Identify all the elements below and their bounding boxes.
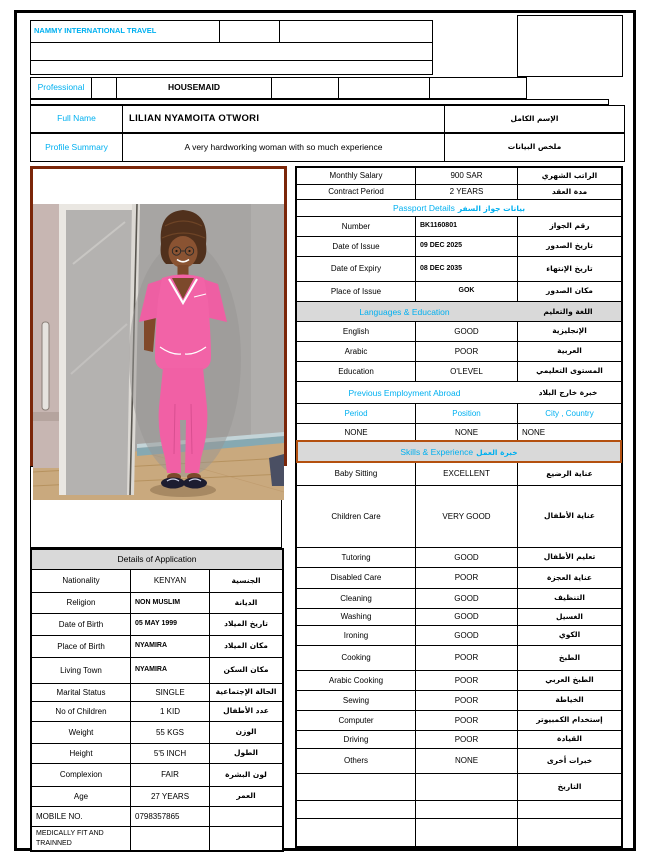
table-row [31, 21, 432, 42]
table-row [32, 763, 282, 786]
row-value: 09 DEC 2025 [415, 237, 517, 256]
table-row [297, 690, 621, 710]
section-header-label: Skills & Experience [400, 447, 474, 457]
row-label [297, 774, 415, 800]
table-row [297, 341, 621, 361]
row-arabic [517, 801, 621, 818]
table-row [297, 567, 621, 588]
row-label [297, 801, 415, 818]
table-row [297, 423, 621, 441]
row-label: Cooking [341, 653, 371, 663]
row-label: Arabic Cooking [328, 675, 384, 685]
row-label: Place of Issue [330, 286, 382, 296]
row-label: English [342, 326, 370, 336]
table-row [32, 635, 282, 657]
row-label: Contract Period [328, 187, 384, 197]
row-label: Washing [340, 612, 372, 622]
table-row [32, 657, 282, 683]
profile-summary-row [30, 133, 625, 162]
table-row [297, 321, 621, 341]
row-value: GOOD [415, 626, 517, 645]
table-row [297, 773, 621, 800]
row-value: GOOD [415, 609, 517, 625]
row-value: POOR [415, 646, 517, 670]
section-header-label: Languages & Education [359, 306, 450, 317]
row-value: NYAMIRA [130, 636, 209, 657]
row-arabic: التنظيف [517, 589, 621, 608]
table-row [297, 670, 621, 690]
row-value: 2 YEARS [415, 185, 517, 199]
empty-cell [219, 21, 279, 42]
row-label: MOBILE NO. [36, 811, 83, 821]
row-label: Ironing [343, 630, 369, 640]
row-label: Age [73, 791, 89, 801]
table-row [32, 613, 282, 635]
row-arabic: العمر [209, 787, 282, 806]
row-arabic: الطبخ العربي [517, 671, 621, 690]
row-label: Living Town [60, 665, 102, 675]
table-row [32, 826, 282, 850]
row-arabic: الإنجليزية [517, 322, 621, 341]
full-name-label: Full Name [57, 113, 96, 124]
left-table [30, 548, 284, 852]
applicant-photo [33, 204, 284, 500]
table-row [297, 168, 621, 184]
table-row [297, 547, 621, 567]
row-value: GOOD [415, 322, 517, 341]
row-label: Date of Expiry [330, 264, 382, 274]
empty-cell [31, 61, 432, 74]
row-arabic: تعليم الأطفال [517, 548, 621, 567]
table-row [32, 683, 282, 701]
row-value: 05 MAY 1999 [130, 614, 209, 635]
row-value: POOR [415, 731, 517, 748]
row-value: 27 YEARS [130, 787, 209, 806]
row-value: FAIR [130, 764, 209, 786]
row-arabic: لون البشرة [209, 764, 282, 786]
row-label: Date of Birth [58, 619, 104, 629]
row-value: NYAMIRA [130, 658, 209, 683]
row-arabic: الطبخ [517, 646, 621, 670]
table-row [32, 786, 282, 806]
agency-name: NAMMY INTERNATIONAL TRAVEL [34, 26, 157, 36]
row-arabic: مكان السكن [209, 658, 282, 683]
section-header-arabic: بيانات جواز السفر [457, 203, 526, 213]
row-arabic: الديانة [209, 593, 282, 613]
row-arabic: العربية [517, 342, 621, 361]
row-label: Cleaning [340, 593, 372, 603]
table-row [297, 800, 621, 818]
row-label: Children Care [331, 511, 381, 521]
column-cell: NONE [415, 424, 517, 441]
column-cell: Position [415, 404, 517, 423]
agency-header-table [30, 20, 433, 75]
row-label: MEDICALLY FIT AND TRAINNED [36, 830, 104, 847]
table-row [32, 592, 282, 613]
row-value: 900 SAR [415, 168, 517, 184]
table-row [297, 361, 621, 381]
table-row [31, 60, 432, 74]
table-row [32, 743, 282, 763]
empty-cell [279, 21, 432, 42]
empty-cell [271, 78, 338, 98]
profile-summary-label: Profile Summary [45, 141, 108, 152]
row-label: Arabic [344, 346, 368, 356]
row-label: Others [343, 756, 368, 766]
professional-row [30, 77, 527, 99]
row-arabic: مكان الميلاد [209, 636, 282, 657]
row-label: Height [69, 748, 93, 758]
section-header-arabic: اللغة والتعليم [543, 307, 593, 316]
row-value [415, 774, 517, 800]
table-row [297, 199, 621, 216]
row-label: No of Children [55, 706, 107, 716]
section-header-arabic: خبرة العمل [476, 447, 518, 457]
row-arabic: عدد الأطفال [209, 702, 282, 721]
row-label: Place of Birth [57, 641, 105, 651]
row-value: GOK [415, 282, 517, 301]
column-cell: City , Country [517, 404, 621, 423]
table-row [297, 710, 621, 730]
table-row [31, 42, 432, 60]
row-arabic: تاريخ الإنتهاء [517, 257, 621, 281]
section-header-arabic: خبرة خارج البلاد [538, 388, 598, 397]
row-arabic: تاريخ الصدور [517, 237, 621, 256]
row-value: O'LEVEL [415, 362, 517, 381]
row-label: Date of Issue [332, 241, 380, 251]
row-value: GOOD [415, 548, 517, 567]
table-row [32, 721, 282, 743]
row-label: Baby Sitting [334, 469, 378, 479]
empty-cell [338, 78, 429, 98]
table-row [297, 281, 621, 301]
row-arabic: التاريخ [517, 774, 621, 800]
row-arabic: رقم الجواز [517, 217, 621, 236]
row-value: 0798357865 [130, 807, 209, 826]
row-arabic: عناية العجزة [517, 568, 621, 588]
row-label: Weight [68, 727, 94, 737]
row-arabic: الكوي [517, 626, 621, 645]
row-value: POOR [415, 691, 517, 710]
row-label: Number [341, 221, 371, 231]
row-value: POOR [415, 568, 517, 588]
row-label [297, 819, 415, 846]
table-row [297, 403, 621, 423]
row-arabic: الوزن [209, 722, 282, 743]
row-value: NON MUSLIM [130, 593, 209, 613]
row-value: EXCELLENT [415, 463, 517, 485]
row-arabic [517, 819, 621, 846]
table-row [297, 184, 621, 199]
row-label: Sewing [342, 695, 370, 705]
column-cell: Period [344, 408, 368, 418]
table-row [297, 588, 621, 608]
table-row [297, 236, 621, 256]
row-arabic: مكان الصدور [517, 282, 621, 301]
row-label: Education [338, 366, 374, 376]
row-arabic: الطول [209, 744, 282, 763]
left-table-title: Details of Application [32, 550, 282, 569]
empty-cell [91, 78, 116, 98]
row-arabic: إستخدام الكمبيوتر [517, 711, 621, 730]
row-label: Marital Status [56, 687, 106, 697]
profile-summary-value: A very hardworking woman with so much experience [122, 134, 444, 161]
row-value: 08 DEC 2035 [415, 257, 517, 281]
table-row [32, 569, 282, 592]
row-arabic: تاريخ الميلاد [209, 614, 282, 635]
row-arabic: مدة العقد [517, 185, 621, 199]
table-row [297, 485, 621, 547]
table-row [297, 645, 621, 670]
row-value: POOR [415, 342, 517, 361]
row-value: POOR [415, 671, 517, 690]
row-value: NONE [415, 749, 517, 773]
professional-label: Professional [37, 82, 85, 93]
professional-value: HOUSEMAID [116, 78, 271, 98]
row-arabic: الجنسية [209, 570, 282, 592]
row-value: 55 KGS [130, 722, 209, 743]
column-cell: NONE [517, 424, 621, 441]
empty-cell [429, 78, 526, 98]
row-value [415, 801, 517, 818]
table-row [297, 301, 621, 321]
row-arabic: الراتب الشهري [517, 168, 621, 184]
row-arabic: الغسيل [517, 609, 621, 625]
row-value: BK1160801 [415, 217, 517, 236]
column-cell: NONE [344, 427, 368, 437]
row-arabic: الحالة الإجتماعية [209, 684, 282, 701]
row-arabic: خبرات أخرى [517, 749, 621, 773]
full-name-value: LILIAN NYAMOITA OTWORI [122, 106, 444, 132]
row-value: VERY GOOD [415, 486, 517, 547]
row-value: POOR [415, 711, 517, 730]
table-row [32, 701, 282, 721]
row-value: 5'5 INCH [130, 744, 209, 763]
row-arabic: القيادة [517, 731, 621, 748]
table-row [32, 550, 282, 569]
profile-summary-arabic: ملخص البيانات [444, 134, 624, 161]
row-arabic: عناية الرضيع [517, 463, 621, 485]
table-row [297, 730, 621, 748]
table-row [297, 608, 621, 625]
row-arabic: الخياطة [517, 691, 621, 710]
row-label: Disabled Care [330, 573, 382, 583]
row-value: SINGLE [130, 684, 209, 701]
row-arabic [209, 807, 282, 826]
row-label: Complexion [59, 770, 103, 780]
table-row [297, 216, 621, 236]
row-value: 1 KID [130, 702, 209, 721]
full-name-arabic: الإسم الكامل [444, 106, 624, 132]
row-arabic [209, 827, 282, 850]
table-row [32, 806, 282, 826]
row-label: Computer [338, 715, 374, 725]
section-header-label: Passport Details [392, 203, 455, 213]
table-row [297, 441, 621, 462]
table-row [297, 256, 621, 281]
right-table [295, 166, 623, 848]
row-label: Religion [66, 598, 96, 608]
full-name-row [30, 105, 625, 133]
row-value [415, 819, 517, 846]
row-value: KENYAN [130, 570, 209, 592]
row-label: Driving [343, 734, 369, 744]
table-row [297, 818, 621, 846]
table-row [297, 625, 621, 645]
row-value: GOOD [415, 589, 517, 608]
logo-placeholder-box [517, 15, 623, 77]
table-row [297, 462, 621, 485]
row-label: Monthly Salary [329, 171, 383, 181]
row-label: Tutoring [341, 552, 371, 562]
table-row [297, 748, 621, 773]
row-arabic: المستوى التعليمي [517, 362, 621, 381]
row-value [130, 827, 209, 850]
table-row [297, 381, 621, 403]
section-header-label: Previous Employment Abroad [348, 387, 461, 398]
row-label: Nationality [62, 576, 100, 586]
row-arabic: عناية الأطفال [517, 486, 621, 547]
empty-cell [31, 43, 432, 60]
